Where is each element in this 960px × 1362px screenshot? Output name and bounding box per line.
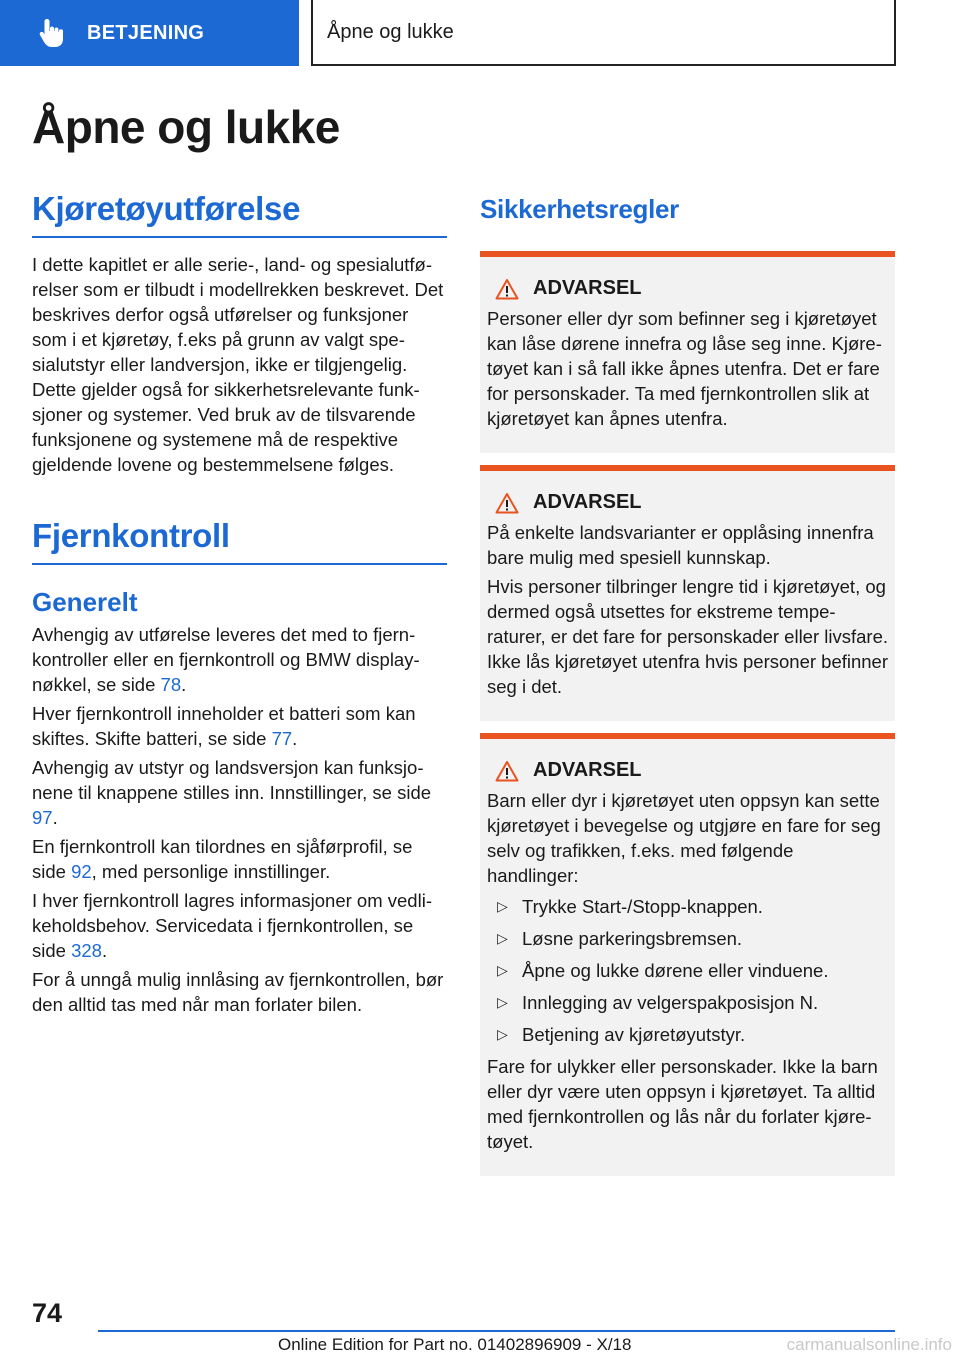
left-column bbox=[32, 190, 447, 1017]
warning-header bbox=[495, 277, 888, 300]
bullet-triangle-icon: ▷ bbox=[497, 962, 508, 978]
warning-label: ADVARSEL bbox=[533, 759, 642, 781]
warning-triangle-icon bbox=[495, 760, 519, 782]
right-column bbox=[480, 190, 895, 1176]
warning-text: Fare for ulykker eller personskader. Ikke la barn eller dyr være uten oppsyn i kjøretøyet. Ta alltid med fjernkontrollen og lås når du forlater kjøretøyet. bbox=[487, 1056, 878, 1152]
bullet-triangle-icon: ▷ bbox=[497, 930, 508, 946]
list-item: ▷ Åpne og lukke dørene eller vinduene. bbox=[497, 960, 829, 981]
edition-note: Online Edition for Part no. 01402896909 - X/18 bbox=[278, 1335, 632, 1354]
warning-label: ADVARSEL bbox=[533, 277, 642, 299]
paragraph-remote-1: Avhengig av utførelse leveres det med to fjernkontroller eller en fjernkontroll og BMW displaynøkkel, se side 78. bbox=[32, 624, 420, 695]
heading-general: Generelt bbox=[32, 587, 138, 617]
bullet-triangle-icon: ▷ bbox=[497, 994, 508, 1010]
breadcrumb bbox=[311, 0, 896, 66]
warning-text: Hvis personer tilbringer lengre tid i kjøretøyet, og dermed også utsettes for ekstreme temperaturer, er det fare for personskader eller livsfare. Ikke lås kjøretøyet utenfra hvis personer befinner seg i det. bbox=[487, 576, 889, 697]
hand-pointer-icon bbox=[37, 17, 67, 49]
breadcrumb-topic: Åpne og lukke bbox=[327, 20, 454, 43]
paragraph-vehicle-version: I dette kapitlet er alle serie-, land- og spesialutførelser som er tilbudt i modellrekken beskrevet. Det beskrives derfor også utførelser og funksjoner som i et kjøretøy, f.eks på grunn av valgt spesialutstyr eller landversjon, ikke er tilgjengelig. Dette gjelder også for sikkerhetsrelevante funksjoner og systemer. Ved bruk av de tilsvarende funksjonene og systemene må de respektive gjeldende lovene og bestemmelsene følges. bbox=[32, 254, 444, 475]
paragraph-remote-3: Avhengig av utstyr og landsversjon kan funksjonene til knappene stilles inn. Innstillinger, se side 97. bbox=[32, 757, 432, 828]
page-link-77[interactable]: 77 bbox=[271, 728, 293, 749]
page-link-78[interactable]: 78 bbox=[160, 674, 182, 695]
warning-header bbox=[495, 491, 888, 514]
section-tab[interactable] bbox=[0, 0, 299, 66]
warning-triangle-icon bbox=[495, 278, 519, 300]
warning-text: Barn eller dyr i kjøretøyet uten oppsyn kan sette kjøretøyet i bevegelse og utgjøre en fare for seg selv og trafikken, f.eks. med følgende handlinger: bbox=[487, 790, 881, 886]
section-label: BETJENING bbox=[87, 21, 205, 44]
paragraph-remote-6: For å unngå mulig innlåsing av fjernkontrollen, bør den alltid tas med når man forlater bilen. bbox=[32, 969, 444, 1015]
warning-header bbox=[495, 759, 888, 782]
page-link-92[interactable]: 92 bbox=[71, 861, 92, 882]
heading-vehicle-version: Kjøretøyutførelse bbox=[32, 190, 447, 238]
bullet-triangle-icon: ▷ bbox=[497, 898, 508, 914]
page-title: Åpne og lukke bbox=[32, 101, 340, 153]
paragraph-remote-4: En fjernkontroll kan tilordnes en sjåførprofil, se side 92, med personlige innstillinger. bbox=[32, 836, 413, 882]
watermark: carmanualsonline.info bbox=[786, 1335, 952, 1354]
heading-remote-control: Fjernkontroll bbox=[32, 517, 447, 565]
warning-box-3 bbox=[480, 733, 895, 1176]
warning-triangle-icon bbox=[495, 492, 519, 514]
list-item: ▷ Innlegging av velgerspakposisjon N. bbox=[497, 992, 819, 1013]
warning-box-2 bbox=[480, 465, 895, 721]
page-link-328[interactable]: 328 bbox=[71, 940, 102, 961]
footer-divider bbox=[98, 1330, 895, 1332]
paragraph-remote-2: Hver fjernkontroll inneholder et batteri som kan skiftes. Skifte batteri, se side 77. bbox=[32, 703, 416, 749]
paragraph-remote-5: I hver fjernkontroll lagres informasjoner om vedlikeholdsbehov. Servicedata i fjernkontrollen, se side 328. bbox=[32, 890, 432, 961]
list-item: ▷ Trykke Start-/Stopp-knappen. bbox=[497, 896, 763, 917]
warning-text: På enkelte landsvarianter er opplåsing innenfra bare mulig med spesiell kunnskap. bbox=[487, 522, 874, 568]
page-link-97[interactable]: 97 bbox=[32, 807, 53, 828]
warning-text: Personer eller dyr som befinner seg i kjøretøyet kan låse dørene innefra og låse seg inne. Kjøretøyet kan i så fall ikke åpnes utenfra. Det er fare for personskader. Ta med fjernkontrollen slik at kjøretøyet kan åpnes utenfra. bbox=[487, 308, 882, 429]
page-number: 74 bbox=[32, 1298, 63, 1328]
warning-box-1 bbox=[480, 251, 895, 453]
warning-label: ADVARSEL bbox=[533, 491, 642, 513]
bullet-triangle-icon: ▷ bbox=[497, 1026, 508, 1042]
list-item: ▷ Betjening av kjøretøyutstyr. bbox=[497, 1024, 746, 1045]
heading-safety-rules: Sikkerhetsregler bbox=[480, 194, 679, 224]
action-list bbox=[487, 894, 888, 1047]
list-item: ▷ Løsne parkeringsbremsen. bbox=[497, 928, 743, 949]
